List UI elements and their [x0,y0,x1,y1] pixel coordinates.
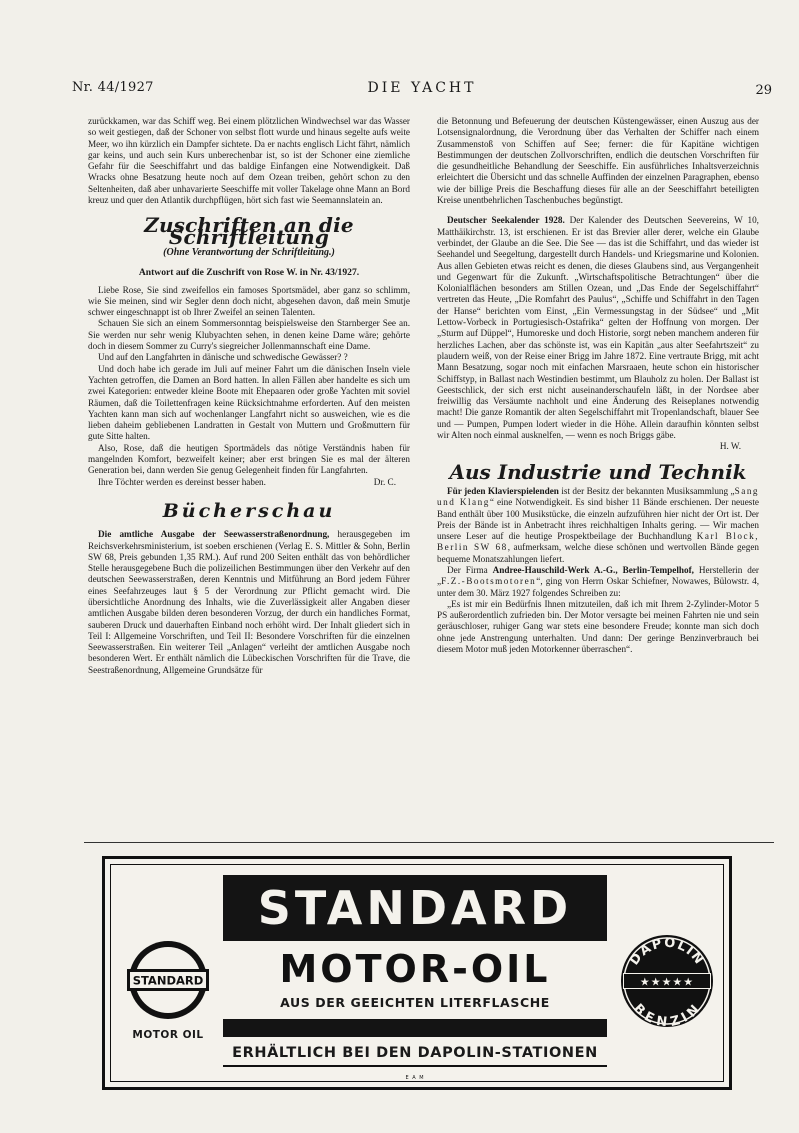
ad-black-band [223,1019,607,1037]
dapolin-stars-icon [640,976,694,989]
left-column [88,116,410,676]
music-lead: Für jeden Klavierspielenden [447,485,559,496]
book-title: Die amtliche Ausgabe der Seewasserstraßenordnung, [98,529,330,540]
letter-paragraph: Liebe Rose, Sie sind zweifellos ein famoses Sportsmädel, aber ganz so schlimm, wie Sie meinen, sind wir Segler denn doch nicht, abgesehen davon, daß mein Smutje schwer eingeschnappt ist ob Ihrer Zweifel an seinen Talenten. [88,284,410,318]
standard-oil-advertisement [102,856,732,1090]
standard-logo-caption: MOTOR OIL [132,1029,204,1041]
dapolin-logo-top-text: DAPOLIN [627,935,707,969]
letter-signature: Dr. C. [373,476,396,487]
music-collection-name: Sang und Klang [437,485,759,508]
ad-divider [84,842,774,843]
product-name: F.Z.-Bootsmotoren [441,576,537,587]
standard-logo-text: STANDARD [132,973,204,988]
ad-printer-mark: E A M [405,1075,425,1081]
letter-paragraph: Und auf den Langfahrten in dänische und schwedische Gewässer? ? [98,352,348,363]
dapolin-logo-icon [619,933,715,1029]
ad-tagline: AUS DER GEEICHTEN LITERFLASCHE [280,995,550,1010]
book-review-text: herausgegeben im Reichsverkehrsministerium, ist soeben erschienen (Verlag E. S. Mittler & Sohn, Berlin SW 68, Preis gebunden 1,35 RM.). Auf rund 200 Seiten enthält das von behördlicher Stelle herausgegebene Buch die polizeilichen Bestimmungen über den Verkehr auf den deutschen Seewasserstraßen, deren Kenntnis und Mitführung an Bord jedem Führer eines Seefahrzeuges laut § 5 der Verordnung zur Pflicht gemacht wird. Die übersichtliche Anordnung des Inhalts, wie die Zuverlässigkeit aller Angaben dieser amtlichen Ausgabe bilden deren besonderen Vorzug, der durch ein handliches Format, sauberen Druck und dauerhaften Einband noch erhöht wird. Der Inhalt gliedert sich in Teil I: Allgemeine Vorschriften, und Teil II: Besondere Vorschriften für die einzelnen Seewasserstraßen. Ein weiterer Teil „Anlagen“ verleiht der amtlichen Ausgabe noch besonderen Wert. Er enthält nämlich die Lübeckischen Vorschriften für die Trave, die Seestraßenordnung, Allgemeine Grundsätze für [88,529,410,675]
calendar-review-text: Der Kalender des Deutschen Seevereins, W 10, Matthäikirchstr. 13, ist erschienen. Er ist das Brevier aller derer, welche ein Glaube verbindet, der Glaube an die See. Die See — das ist die Schiffahrt, und das wieder ist Seehandel und Seegeltung, dargestellt durch Handels- und Kriegsmarine und Kolonien. Aus allen Gebieten etwas reicht es denen, die dieses Glaubens sind, aus Vergangenheit und Gegenwart für die Zukunft. „Wirtschaftspolitische Betrachtungen“ über die Kolonialflächen besonders am Stillen Ozean, und „Das Ende der Segelschiffahrt“ vertreten das Heute, „Die Romfahrt des Paulus“, „Schiffe und Schiffahrt in den Tagen der Hanse“ berichten vom Einst, „Ein Vermessungstag in der Südsee“ und „Mit Lettow-Vorbeck in Portugiesisch-Ostafrika“ gelten der Hoffnung von morgen. Der „Sturm auf Düppel“, Humoreske und doch Historie, sorgt neben manchem anderen für herzliches Lachen, aber das schönste ist, was ein Kapitän „aus alter Seefahrtszeit“ zu plaudern weiß, von der Reise einer Brigg im Jahre 1872. Eine vertraute Brigg, mit acht Mann Besatzung, sogar noch mit einfachen Marsraaen, heute schon ein historischer Schiffstyp, in Ballast nach Westindien bestimmt, um Blauholz zu holen. Der Ballast ist Geestschlick, der sich erst nicht auseinanderschaufeln läßt, in der Nordsee aber freiwillig das Versäumte nachholt und eine Änderung des Reiseplanes notwendig macht! Die ganze Romantik der alten Segelschiffahrt mit Tropenlandschaft, blauer See und — Pumpen, Pumpen lodert wieder in die Höhe. Allein daraufhin könnten selbst wir Alten noch einmal ausknelfen, — wenn es noch Briggs gäbe. [437,215,759,441]
calendar-review-paragraph [437,215,759,441]
letter-paragraph: Schauen Sie sich an einem Sommersonntag beispielsweise den Starnberger See an. Sie werden nur sehr wenig Klubyachten sehen, in denen keine Dame wäre; gehörte doch in diesem Sommer zu Curry's siegreicher Jollenmannschaft eine Dame. [88,318,410,352]
standard-logo-icon [127,939,209,1021]
page-number: 29 [755,83,772,98]
bookshop-name: Karl Block, Berlin SW 68 [437,531,759,553]
right-column [437,116,759,655]
letter-closing [88,477,410,488]
letter-paragraph: Und doch habe ich gerade im Juli auf meiner Fahrt um die dänischen Inseln viele Yachten getroffen, die Damen an Bord hatten. In allen Fällen aber handelte es sich um zwei Kategorien: entweder kleine Boote mit Ehepaaren oder große Yachten mit soviel Räumen, daß die Toilettenfragen keine Rücksichtnahme erforderten. Auf den meisten Yachten kann man sich auf wochenlanger Langfahrt nicht so ausweichen, wie es die lieben daheim gebliebenen Landratten in Gestalt von Muttern und Großmuttern für gute Sitte halten. [88,363,410,442]
review-continuation: die Betonnung und Befeuerung der deutschen Küstengewässer, einen Auszug aus der Lotsensignalordnung, die Verordnung über das Verhalten der Schiffer nach einem Zusammenstoß von Schiffen auf See; ferner: die für Kapitäne wichtigen Bestimmungen der deutschen Zollvorschriften, endlich die deutschen Vorschriften für die gesundheitliche Behandlung der Seeschiffe. Ein ausführliches Inhaltsverzeichnis erleichtert die Übersicht und das schnelle Auffinden der einzelnen Paragraphen, ebenso wie der billige Preis die Beschaffung dieses für alle an der Seeschiffahrt beteiligten Kreise unentbehrlichen Taschenbuches begünstigt. [437,116,759,206]
letters-heading: Zuschriften an die Schriftleitung [144,213,354,249]
svg-text:★★★★★: ★★★★★ [639,975,695,989]
ad-footer-text: ERHÄLTLICH BEI DEN DAPOLIN-STATIONEN [232,1045,598,1061]
ad-brand-banner: STANDARD [223,875,607,941]
page-header [72,80,772,102]
book-review-paragraph [88,529,410,676]
books-heading: Bücherschau [162,499,336,522]
calendar-signature-row [437,441,759,452]
issue-number: Nr. 44/1927 [72,80,154,95]
letter-paragraph: Also, Rose, daß die heutigen Sportmädels das nötige Verständnis haben für mangelnden Komfort, bezweifelt keiner; aber erst bringen Sie es mal der älteren Generation bei, dann werden Sie genug Gelegenheit finden für Langfahrten. [88,442,410,476]
letters-subheading: (Ohne Verantwortung der Schriftleitung.) [163,246,335,258]
company-name: Andree-Hauschild-Werk A.-G., Berlin-Tempelhof, [492,564,694,575]
industry-heading: Aus Industrie und Technik [449,459,747,484]
ad-footer-underline [223,1065,607,1067]
motor-paragraph: Der Firma Andree-Hauschild-Werk A.-G., Berlin-Tempelhof, Herstellerin der „F.Z.-Bootsmotoren“, ging von Herrn Oskar Schiefner, Nowawes, Bülowstr. 4, unter dem 30. März 1927 folgendes Schreiben zu: [437,564,759,598]
testimonial-quote: „Es ist mir ein Bedürfnis Ihnen mitzuteilen, daß ich mit Ihrem 2-Zylinder-Motor 5 PS außerordentlich zufrieden bin. Der Motor versagte bei meinen Fahrten nie und sein geräuschloser, ruhiger Gang war stets eine besondere Freude; konnte man sich doch ohne jede Anstrengung unterhalten. Und dann: Der geringe Benzinverbrauch bei diesem Motor muß jeden Motorkenner überraschen“. [437,598,759,655]
calendar-signature: H. W. [719,441,741,452]
dapolin-logo-bottom-text: BENZIN [630,1001,704,1029]
answer-heading: Antwort auf die Zuschrift von Rose W. in Nr. 43/1927. [138,267,360,279]
magazine-title: DIE YACHT [367,80,477,96]
music-paragraph: Für jeden Klavierspielenden ist der Besitz der bekannten Musiksammlung „Sang und Klang“ eine Notwendigkeit. Es sind bisher 11 Bände erschienen. Der neueste Band enthält über 100 Musikstücke, die einzeln aufzuführen hier nicht der Ort ist. Der Preis der Bände ist in Anbetracht ihres reichhaltigen Inhalts gering. — Wir machen unsere Leser auf die heutige Prospektbeilage der Buchhandlung Karl Block, Berlin SW 68, aufmerksam, welche diese schönen und wertvollen Bände gegen bequeme Monatszahlungen liefert. [437,485,760,564]
calendar-title: Deutscher Seekalender 1928. [447,215,565,226]
intro-paragraph: zurückkamen, war das Schiff weg. Bei einem plötzlichen Windwechsel war das Wasser so weit gestiegen, daß der Schoner von selbst flott wurde und hinaus segelte aufs weite Meer, wo ihn kürzlich ein Dampfer sichtete. Da er nachts englisch Licht fährt, nämlich gar keins, und auch sein Kurs unberechenbar ist, so ist der Schoner eine ziemliche Gefahr für die Seeschiffahrt und das baldige Einfangen eine Notwendigkeit. Daß Wracks ohne Besatzung heute noch auf dem Ozean treiben, gehört schon zu den Seltenheiten, daß aber unhavarierte Seeschiffe mit voller Takelage ohne Mann an Bord kreuz und quer den Atlantik durchpflügen, hört sich fast wie Seemannslatein an. [88,116,410,206]
ad-product: MOTOR-OIL [279,947,551,991]
closing-line: Ihre Töchter werden es dereinst besser haben. [98,476,266,487]
